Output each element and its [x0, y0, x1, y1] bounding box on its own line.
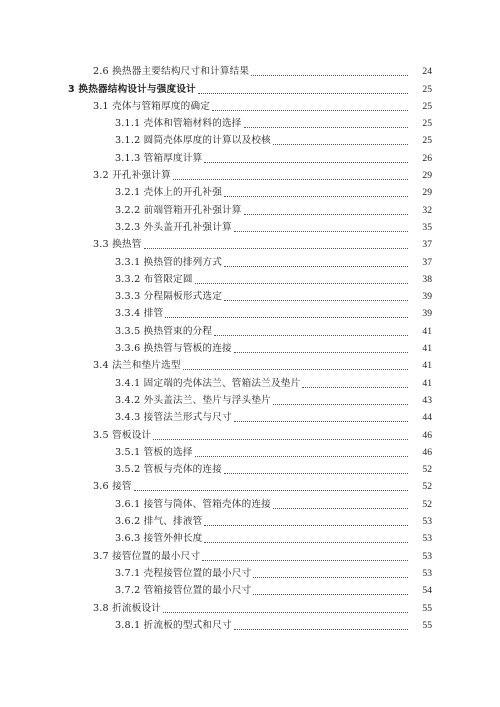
toc-entry-page-number: 41 — [422, 360, 432, 372]
toc-entry-page-number: 52 — [422, 481, 432, 493]
toc-dot-leader — [204, 161, 408, 163]
toc-entry-title: 3.1.1 壳体和管箱材料的选择 — [115, 118, 242, 130]
toc-entry-title: 3.6 接管 — [93, 481, 132, 493]
toc-entry[interactable] — [0, 217, 500, 234]
toc-entry[interactable] — [0, 424, 500, 441]
toc-entry[interactable] — [0, 493, 500, 510]
toc-entry-page-number: 35 — [422, 221, 432, 233]
toc-entry[interactable] — [0, 251, 500, 268]
toc-entry[interactable] — [0, 597, 500, 614]
toc-dot-leader — [212, 109, 408, 111]
toc-entry-page-number: 39 — [422, 308, 432, 320]
toc-entry-page-number: 26 — [422, 152, 432, 164]
toc-entry-title: 3.7.1 壳程接管位置的最小尺寸 — [115, 567, 252, 579]
toc-entry[interactable] — [0, 372, 500, 389]
toc-dot-leader — [302, 386, 408, 388]
toc-entry-title: 3.4.1 固定端的壳体法兰、管箱法兰及垫片 — [115, 377, 301, 389]
toc-entry-page-number: 41 — [422, 325, 432, 337]
toc-entry[interactable] — [0, 442, 500, 459]
toc-dot-leader — [183, 368, 408, 370]
toc-dot-leader — [214, 334, 408, 336]
toc-entry-page-number: 53 — [422, 567, 432, 579]
toc-entry[interactable] — [0, 476, 500, 493]
toc-entry-title: 3 换热器结构设计与强度设计 — [68, 83, 196, 95]
toc-entry[interactable] — [0, 199, 500, 216]
toc-dot-leader — [273, 403, 408, 405]
toc-entry[interactable] — [0, 407, 500, 424]
toc-dot-leader — [273, 507, 408, 509]
toc-dot-leader — [224, 265, 408, 267]
toc-entry-page-number: 46 — [422, 446, 432, 458]
toc-entry-page-number: 43 — [422, 394, 432, 406]
toc-entry-title: 3.4.2 外头盖法兰、垫片与浮头垫片 — [115, 394, 271, 406]
toc-dot-leader — [134, 489, 408, 491]
toc-entry[interactable] — [0, 182, 500, 199]
toc-dot-leader — [273, 143, 408, 145]
toc-dot-leader — [144, 247, 409, 249]
toc-entry[interactable] — [0, 303, 500, 320]
toc-entry-page-number: 52 — [422, 498, 432, 510]
toc-entry-page-number: 41 — [422, 377, 432, 389]
toc-entry-title: 3.2.1 壳体上的开孔补强 — [115, 187, 223, 199]
toc-dot-leader — [224, 299, 408, 301]
toc-entry-title: 3.8.1 折流板的型式和尺寸 — [115, 619, 232, 631]
toc-entry[interactable] — [0, 355, 500, 372]
toc-dot-leader — [234, 628, 408, 630]
toc-entry[interactable] — [0, 96, 500, 113]
toc-entry-title: 3.3.5 换热管束的分程 — [115, 325, 213, 337]
toc-entry-title: 3.6.1 接管与筒体、管箱壳体的连接 — [115, 498, 271, 510]
toc-entry-title: 3.2.2 前端管箱开孔补强计算 — [115, 204, 242, 216]
toc-entry-title: 3.3 换热管 — [93, 239, 142, 251]
toc-entry[interactable] — [0, 615, 500, 632]
toc-dot-leader — [204, 524, 408, 526]
toc-entry-title: 3.4.3 接管法兰形式与尺寸 — [115, 412, 232, 424]
toc-dot-leader — [224, 195, 408, 197]
toc-entry[interactable] — [0, 459, 500, 476]
toc-entry[interactable] — [0, 580, 500, 597]
toc-entry[interactable] — [0, 390, 500, 407]
toc-dot-leader — [198, 92, 408, 94]
toc-dot-leader — [234, 420, 408, 422]
toc-entry-page-number: 32 — [422, 204, 432, 216]
toc-entry-page-number: 44 — [422, 412, 432, 424]
toc-entry-page-number: 55 — [422, 602, 432, 614]
toc-entry-title: 3.5.2 管板与壳体的连接 — [115, 464, 223, 476]
toc-entry-title: 3.7.2 管箱接管位置的最小尺寸 — [115, 585, 252, 597]
toc-entry[interactable] — [0, 113, 500, 130]
table-of-contents — [0, 61, 500, 632]
toc-entry-page-number: 25 — [422, 118, 432, 130]
toc-entry-page-number: 53 — [422, 533, 432, 545]
toc-entry[interactable] — [0, 528, 500, 545]
toc-entry-page-number: 54 — [422, 585, 432, 597]
toc-entry[interactable] — [0, 269, 500, 286]
toc-dot-leader — [224, 472, 408, 474]
toc-entry-title: 3.7 接管位置的最小尺寸 — [93, 550, 201, 562]
toc-entry[interactable] — [0, 511, 500, 528]
toc-entry-title: 3.2 开孔补强计算 — [93, 170, 171, 182]
toc-dot-leader — [165, 316, 408, 318]
toc-entry-page-number: 37 — [422, 239, 432, 251]
toc-entry[interactable] — [0, 545, 500, 562]
toc-dot-leader — [195, 455, 408, 457]
toc-entry[interactable] — [0, 165, 500, 182]
toc-dot-leader — [163, 611, 408, 613]
toc-dot-leader — [204, 541, 408, 543]
toc-entry-page-number: 29 — [422, 170, 432, 182]
toc-entry[interactable] — [0, 130, 500, 147]
toc-entry-page-number: 25 — [422, 100, 432, 112]
toc-entry[interactable] — [0, 234, 500, 251]
toc-entry-page-number: 37 — [422, 256, 432, 268]
toc-entry[interactable] — [0, 320, 500, 337]
toc-entry-page-number: 53 — [422, 550, 432, 562]
toc-entry-title: 3.1 壳体与管箱厚度的确定 — [93, 100, 211, 112]
toc-entry-title: 3.3.2 布管限定圆 — [115, 273, 193, 285]
toc-entry-page-number: 55 — [422, 619, 432, 631]
toc-dot-leader — [253, 593, 408, 595]
toc-dot-leader — [173, 178, 408, 180]
toc-entry-title: 3.1.2 圆筒壳体厚度的计算以及校核 — [115, 135, 271, 147]
toc-entry-title: 3.1.3 管箱厚度计算 — [115, 152, 203, 164]
toc-entry[interactable] — [0, 78, 500, 95]
toc-entry-title: 2.6 换热器主要结构尺寸和计算结果 — [93, 66, 250, 78]
toc-dot-leader — [244, 126, 408, 128]
toc-entry-page-number: 53 — [422, 516, 432, 528]
toc-entry-title: 3.5.1 管板的选择 — [115, 446, 193, 458]
toc-entry-page-number: 39 — [422, 291, 432, 303]
toc-entry-title: 3.6.2 排气、排液管 — [115, 516, 203, 528]
toc-dot-leader — [251, 74, 408, 76]
toc-entry-title: 3.5 管板设计 — [93, 429, 152, 441]
toc-entry-title: 3.6.3 接管外伸长度 — [115, 533, 203, 545]
toc-dot-leader — [234, 351, 408, 353]
toc-entry-page-number: 29 — [422, 187, 432, 199]
toc-entry[interactable] — [0, 147, 500, 164]
toc-entry-title: 3.3.3 分程隔板形式选定 — [115, 291, 223, 303]
toc-entry-page-number: 38 — [422, 273, 432, 285]
toc-entry-title: 3.4 法兰和垫片选型 — [93, 360, 181, 372]
toc-entry[interactable] — [0, 338, 500, 355]
toc-entry-title: 3.2.3 外头盖开孔补强计算 — [115, 221, 232, 233]
toc-entry-page-number: 25 — [422, 135, 432, 147]
toc-entry-page-number: 52 — [422, 464, 432, 476]
toc-entry[interactable] — [0, 61, 500, 78]
toc-entry[interactable] — [0, 563, 500, 580]
toc-entry-page-number: 24 — [422, 66, 432, 78]
toc-entry-title: 3.8 折流板设计 — [93, 602, 162, 614]
toc-entry-title: 3.3.6 换热管与管板的连接 — [115, 343, 232, 355]
toc-dot-leader — [253, 576, 408, 578]
toc-dot-leader — [195, 282, 408, 284]
toc-entry[interactable] — [0, 286, 500, 303]
toc-entry-page-number: 25 — [422, 83, 432, 95]
toc-dot-leader — [153, 438, 408, 440]
toc-dot-leader — [234, 230, 408, 232]
toc-entry-page-number: 46 — [422, 429, 432, 441]
toc-dot-leader — [202, 559, 408, 561]
toc-entry-page-number: 41 — [422, 343, 432, 355]
toc-dot-leader — [244, 213, 408, 215]
toc-entry-title: 3.3.1 换热管的排列方式 — [115, 256, 223, 268]
toc-entry-title: 3.3.4 排管 — [115, 308, 164, 320]
